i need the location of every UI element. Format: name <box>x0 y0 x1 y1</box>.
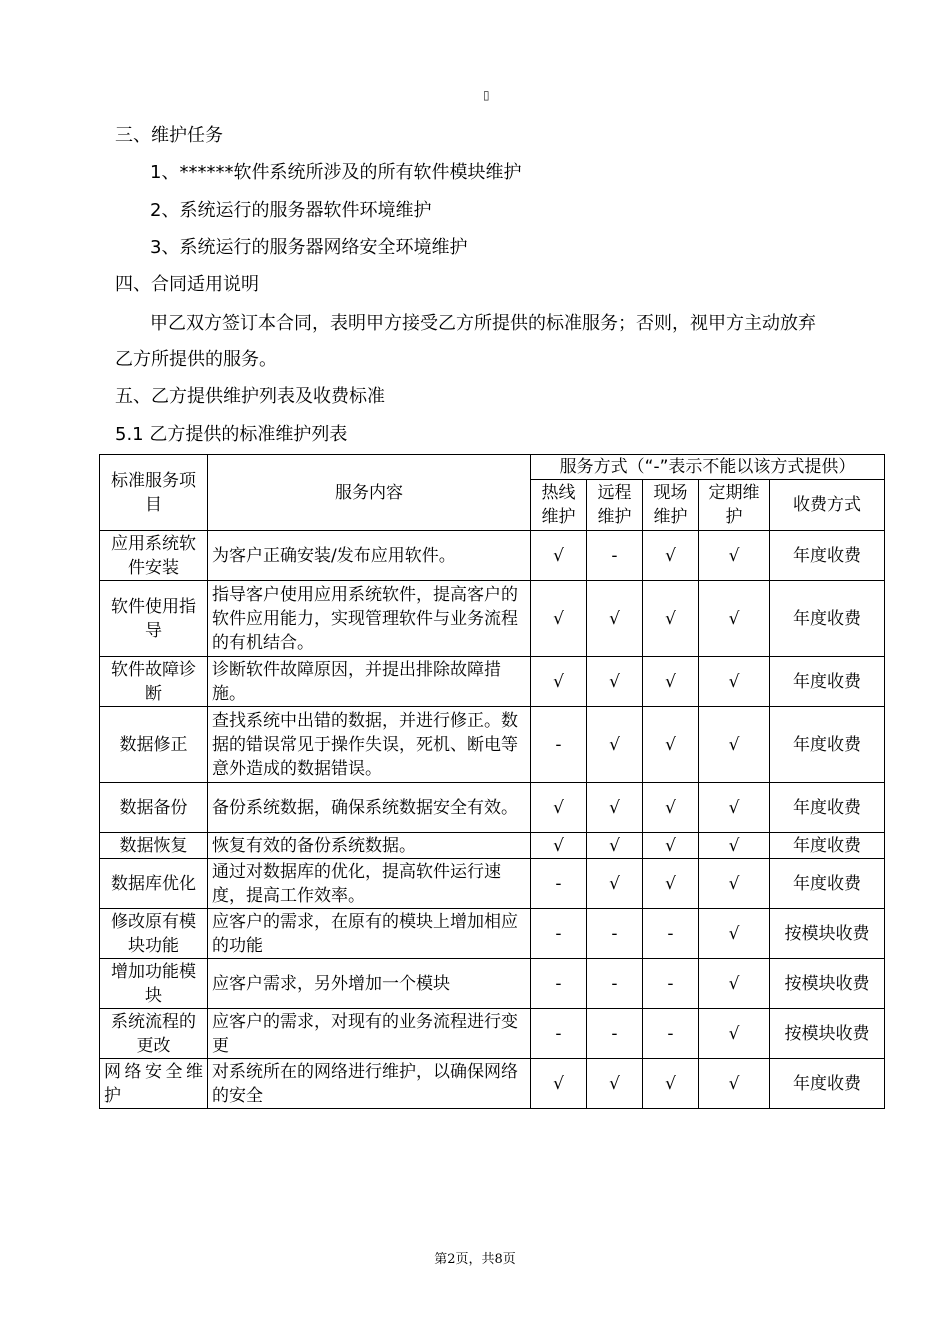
row-hotline: - <box>531 909 587 959</box>
row-fee: 年度收费 <box>770 581 885 657</box>
row-item: 数据恢复 <box>100 833 208 859</box>
header-onsite: 现场维护 <box>643 480 699 531</box>
row-content: 备份系统数据，确保系统数据安全有效。 <box>208 783 531 833</box>
table-row <box>100 707 885 783</box>
row-periodic: √ <box>699 859 770 909</box>
row-remote: - <box>587 909 643 959</box>
row-item: 数据修正 <box>100 707 208 783</box>
row-onsite: - <box>643 909 699 959</box>
row-periodic: √ <box>699 707 770 783</box>
section5-heading: 五、乙方提供维护列表及收费标准 <box>115 386 385 407</box>
header-mark: ▯ <box>483 88 490 102</box>
row-item: 软件故障诊断 <box>100 657 208 707</box>
row-periodic: √ <box>699 833 770 859</box>
row-hotline: √ <box>531 657 587 707</box>
row-hotline: - <box>531 959 587 1009</box>
section3-item-2: 2、系统运行的服务器软件环境维护 <box>150 200 432 221</box>
row-hotline: √ <box>531 833 587 859</box>
row-onsite: √ <box>643 707 699 783</box>
row-fee: 按模块收费 <box>770 959 885 1009</box>
section5-1-heading: 5.1 乙方提供的标准维护列表 <box>115 424 348 445</box>
row-onsite: √ <box>643 657 699 707</box>
row-fee: 按模块收费 <box>770 909 885 959</box>
row-onsite: √ <box>643 833 699 859</box>
header-periodic: 定期维护 <box>699 480 770 531</box>
row-fee: 年度收费 <box>770 531 885 581</box>
row-fee: 年度收费 <box>770 859 885 909</box>
row-remote: √ <box>587 833 643 859</box>
section4-paragraph-line2: 乙方所提供的服务。 <box>115 349 277 370</box>
table-row <box>100 959 885 1009</box>
row-fee: 按模块收费 <box>770 1009 885 1059</box>
row-fee: 年度收费 <box>770 833 885 859</box>
table-row <box>100 783 885 833</box>
table-row <box>100 1009 885 1059</box>
row-hotline: √ <box>531 783 587 833</box>
row-content: 应客户的需求，对现有的业务流程进行变更 <box>208 1009 531 1059</box>
row-periodic: √ <box>699 531 770 581</box>
table-row <box>100 581 885 657</box>
row-fee: 年度收费 <box>770 783 885 833</box>
row-remote: - <box>587 959 643 1009</box>
section3-item-3: 3、系统运行的服务器网络安全环境维护 <box>150 237 468 258</box>
row-remote: √ <box>587 707 643 783</box>
row-content: 对系统所在的网络进行维护，以确保网络的安全 <box>208 1059 531 1109</box>
header-content: 服务内容 <box>208 455 531 531</box>
row-content: 查找系统中出错的数据，并进行修正。数据的错误常见于操作失误，死机、断电等意外造成的数据错误。 <box>208 707 531 783</box>
row-remote: √ <box>587 859 643 909</box>
row-hotline: √ <box>531 581 587 657</box>
row-hotline: - <box>531 859 587 909</box>
row-content: 恢复有效的备份系统数据。 <box>208 833 531 859</box>
row-hotline: √ <box>531 1059 587 1109</box>
row-onsite: √ <box>643 581 699 657</box>
row-remote: √ <box>587 1059 643 1109</box>
table-header-row-1 <box>100 455 885 480</box>
row-hotline: √ <box>531 531 587 581</box>
row-onsite: √ <box>643 859 699 909</box>
row-remote: √ <box>587 657 643 707</box>
row-periodic: √ <box>699 581 770 657</box>
row-remote: - <box>587 531 643 581</box>
row-item: 数据库优化 <box>100 859 208 909</box>
row-content: 诊断软件故障原因，并提出排除故障措施。 <box>208 657 531 707</box>
maintenance-table <box>99 454 885 1109</box>
row-fee: 年度收费 <box>770 657 885 707</box>
row-periodic: √ <box>699 909 770 959</box>
row-fee: 年度收费 <box>770 1059 885 1109</box>
row-item: 数据备份 <box>100 783 208 833</box>
header-mode-group: 服务方式（“-”表示不能以该方式提供） <box>531 455 885 480</box>
row-periodic: √ <box>699 1009 770 1059</box>
header-remote: 远程维护 <box>587 480 643 531</box>
row-onsite: √ <box>643 1059 699 1109</box>
row-remote: √ <box>587 581 643 657</box>
row-item: 网络安全维护 <box>100 1059 208 1109</box>
row-item: 应用系统软件安装 <box>100 531 208 581</box>
row-hotline: - <box>531 707 587 783</box>
row-item: 增加功能模块 <box>100 959 208 1009</box>
row-content: 应客户的需求，在原有的模块上增加相应的功能 <box>208 909 531 959</box>
row-content: 通过对数据库的优化，提高软件运行速度，提高工作效率。 <box>208 859 531 909</box>
section3-item-1: 1、******软件系统所涉及的所有软件模块维护 <box>150 162 522 183</box>
row-item: 修改原有模块功能 <box>100 909 208 959</box>
row-item: 软件使用指导 <box>100 581 208 657</box>
page-footer: 第2页，共8页 <box>434 1252 516 1267</box>
row-onsite: - <box>643 959 699 1009</box>
header-fee: 收费方式 <box>770 480 885 531</box>
row-remote: - <box>587 1009 643 1059</box>
table-row <box>100 909 885 959</box>
row-content: 指导客户使用应用系统软件，提高客户的软件应用能力，实现管理软件与业务流程的有机结合。 <box>208 581 531 657</box>
row-remote: √ <box>587 783 643 833</box>
header-item: 标准服务项目 <box>100 455 208 531</box>
row-content: 为客户正确安装/发布应用软件。 <box>208 531 531 581</box>
header-hotline: 热线维护 <box>531 480 587 531</box>
table-row <box>100 531 885 581</box>
table-row <box>100 833 885 859</box>
table-row <box>100 859 885 909</box>
row-item: 系统流程的更改 <box>100 1009 208 1059</box>
table-row <box>100 657 885 707</box>
row-periodic: √ <box>699 657 770 707</box>
row-onsite: - <box>643 1009 699 1059</box>
row-periodic: √ <box>699 959 770 1009</box>
section4-paragraph-line1: 甲乙双方签订本合同，表明甲方接受乙方所提供的标准服务；否则，视甲方主动放弃 <box>150 313 816 334</box>
row-periodic: √ <box>699 1059 770 1109</box>
section3-heading: 三、维护任务 <box>115 125 223 146</box>
row-periodic: √ <box>699 783 770 833</box>
row-onsite: √ <box>643 783 699 833</box>
section4-heading: 四、合同适用说明 <box>115 274 259 295</box>
table-row <box>100 1059 885 1109</box>
row-hotline: - <box>531 1009 587 1059</box>
row-content: 应客户需求，另外增加一个模块 <box>208 959 531 1009</box>
row-fee: 年度收费 <box>770 707 885 783</box>
row-onsite: √ <box>643 531 699 581</box>
